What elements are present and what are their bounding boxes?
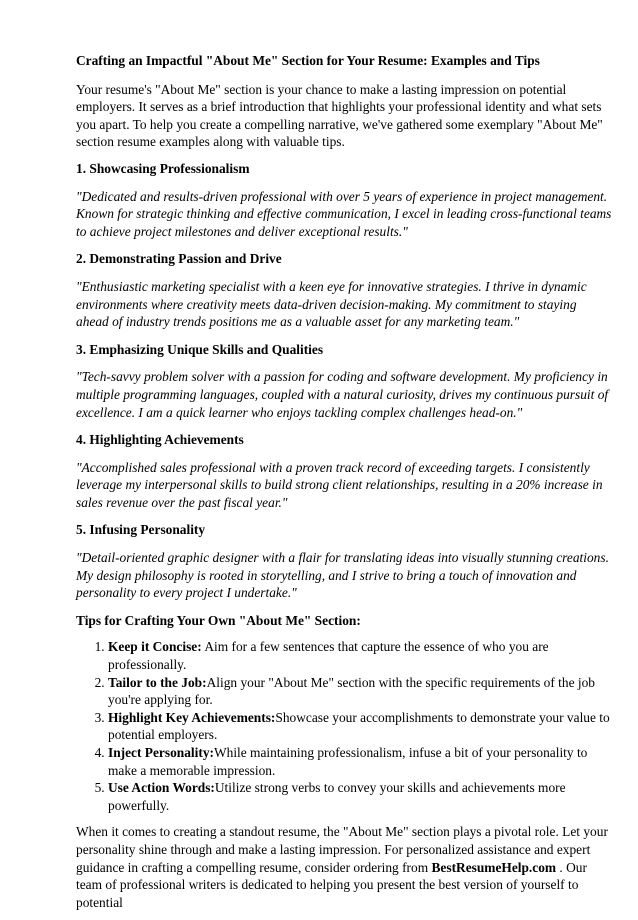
example-quote-professionalism: "Dedicated and results-driven professional with over 5 years of experience in project management. Known for strategic thinking and effective communication, I excel in leading cross-functional teams to achieve project milestones and deliver exceptional results." (76, 188, 612, 239)
tip-text: Utilize strong verbs to convey your skills and achievements more powerfully. (108, 780, 566, 813)
tip-item (108, 638, 612, 673)
brand-name: BestResumeHelp.com (431, 859, 557, 875)
tip-label: Tailor to the Job: (108, 674, 207, 690)
example-quote-personality: "Detail-oriented graphic designer with a flair for translating ideas into visually stunning creations. My design philosophy is rooted in storytelling, and I strive to bring a touch of innovation and personality to every project I undertake." (76, 550, 609, 601)
document-page (76, 52, 612, 920)
tips-heading: Tips for Crafting Your Own "About Me" Section: (76, 612, 361, 628)
section-heading-achievements: 4. Highlighting Achievements (76, 432, 244, 448)
tip-text: Showcase your accomplishments to demonstrate your value to potential employers. (108, 709, 610, 743)
example-quote-passion: "Enthusiastic marketing specialist with a keen eye for innovative strategies. I thrive in dynamic environments where creativity meets data-driven decision-making. My commitment to staying ahead of industry trends positions me as a valuable asset for any marketing team." (76, 278, 587, 330)
tip-label: Inject Personality: (108, 745, 214, 760)
intro-paragraph: Your resume's "About Me" section is your chance to make a lasting impression on potential employers. It serves as a brief introduction that highlights your professional identity and what sets you apart. To help you create a compelling narrative, we've gathered some exemplary "About Me" section resume examples along with valuable tips. (76, 81, 603, 150)
example-quote-skills: "Tech-savvy problem solver with a passion for coding and software development. My proficiency in multiple programming languages, coupled with a natural curiosity, drives my continuous pursuit of excellence. I am a quick learner who enjoys tackling complex challenges head-on." (76, 369, 609, 420)
closing-text-before: When it comes to creating a standout resume, the "About Me" section plays a pivotal role. Let your personality shine through and make a lasting impression. For personalized assistance and expert guidance in crafting a compelling resume, consider ordering from (76, 824, 608, 875)
tip-item (108, 779, 612, 814)
section-heading-passion: 2. Demonstrating Passion and Drive (76, 251, 282, 267)
page-title: Crafting an Impactful "About Me" Section for Your Resume: Examples and Tips (76, 53, 540, 68)
tip-item (108, 744, 612, 779)
tip-text: While maintaining professionalism, infuse a bit of your personality to make a memorable impression. (108, 745, 588, 778)
tip-label: Highlight Key Achievements: (108, 709, 276, 725)
tip-label: Use Action Words: (108, 780, 215, 796)
tip-item (108, 709, 612, 744)
section-heading-personality: 5. Infusing Personality (76, 522, 206, 538)
section-heading-skills: 3. Emphasizing Unique Skills and Qualities (76, 341, 324, 357)
tip-text: Aim for a few sentences that capture the essence of who you are professionally. (108, 639, 549, 673)
section-heading-professionalism: 1. Showcasing Professionalism (76, 160, 250, 176)
tips-list (76, 638, 612, 814)
tip-text: Align your "About Me" section with the specific requirements of the job you're applying for. (108, 674, 595, 708)
tip-label: Keep it Concise: (108, 639, 202, 655)
closing-text-after: . Our team of professional writers is dedicated to helping you present the best version of yourself to potential (76, 859, 587, 910)
tip-item (108, 674, 612, 709)
example-quote-achievements: "Accomplished sales professional with a proven track record of exceeding targets. I consistently leverage my interpersonal skills to build strong client relationships, resulting in a 20% increase in sales revenue over the past fiscal year." (76, 459, 603, 510)
closing-paragraph (76, 823, 612, 911)
